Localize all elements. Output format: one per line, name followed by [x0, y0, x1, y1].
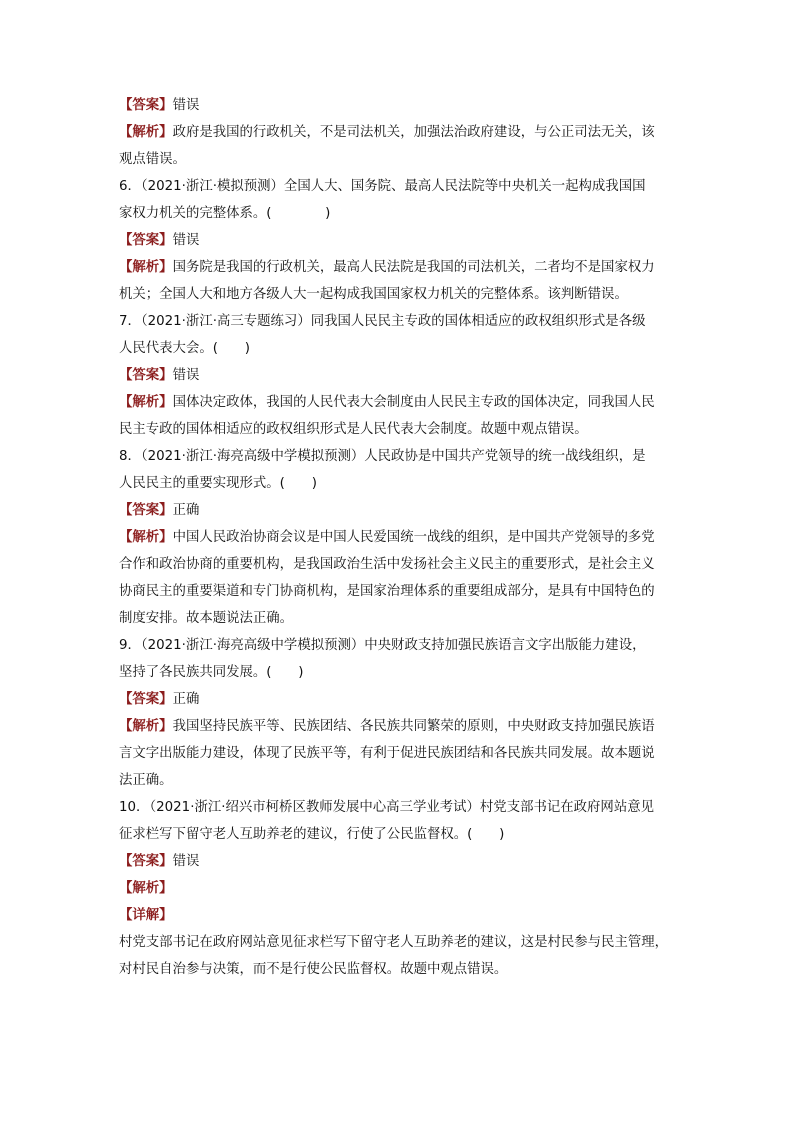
analysis-line: 合作和政治协商的重要机构，是我国政治生活中发扬社会主义民主的重要形式，是社会主义 [119, 557, 655, 572]
analysis-label: 【解析】 [119, 260, 173, 275]
answer-label: 【答案】 [119, 692, 173, 707]
question-8-cont: 人民民主的重要实现形式。( ) [119, 476, 317, 491]
analysis-text: 国务院是我国的行政机关，最高人民法院是我国的司法机关，二者均不是国家权力 [172, 260, 655, 275]
analysis-line [119, 254, 679, 281]
analysis-text: 国体决定政体，我国的人民代表大会制度由人民民主专政的国体决定，同我国人民 [172, 395, 655, 410]
answer-label: 【答案】 [119, 233, 173, 248]
answer-line [119, 848, 679, 875]
analysis-text: 政府是我国的行政机关，不是司法机关，加强法治政府建设，与公正司法无关，该 [172, 125, 655, 140]
analysis-line: 协商民主的重要渠道和专门协商机构，是国家治理体系的重要组成部分，是具有中国特色的 [119, 584, 655, 599]
answer-line [119, 92, 679, 119]
analysis-line [119, 119, 679, 146]
answer-label: 【答案】 [119, 854, 173, 869]
question-10: 10．（2021·浙江·绍兴市柯桥区教师发展中心高三学业考试）村党支部书记在政府网站意见 [119, 800, 654, 815]
detail-line [119, 902, 679, 929]
question-7: 7．（2021·浙江·高三专题练习）同我国人民民主专政的国体相适应的政权组织形式是各级 [119, 314, 646, 329]
question-7-cont: 人民代表大会。( ) [119, 341, 250, 356]
question-6-cont: 家权力机关的完整体系。( ) [119, 206, 331, 221]
answer-label: 【答案】 [119, 368, 173, 383]
detail-text: 村党支部书记在政府网站意见征求栏写下留守老人互助养老的建议，这是村民参与民主管理， [119, 935, 669, 950]
answer-value: 正确 [172, 692, 200, 707]
answer-line [119, 497, 679, 524]
answer-line [119, 227, 679, 254]
analysis-line: 机关；全国人大和地方各级人大一起构成我国国家权力机关的完整体系。该判断错误。 [119, 287, 628, 302]
answer-value: 错误 [172, 854, 200, 869]
analysis-text: 中国人民政治协商会议是中国人民爱国统一战线的组织，是中国共产党领导的多党 [172, 530, 655, 545]
question-9-cont: 坚持了各民族共同发展。( ) [119, 665, 304, 680]
question-6: 6．（2021·浙江·模拟预测）全国人大、国务院、最高人民法院等中央机关一起构成我国国 [119, 179, 646, 194]
answer-value: 错误 [172, 98, 200, 113]
analysis-line [119, 875, 679, 902]
analysis-line [119, 713, 679, 740]
analysis-line [119, 389, 679, 416]
analysis-line: 言文字出版能力建设，体现了民族平等，有利于促进民族团结和各民族共同发展。故本题说 [119, 746, 655, 761]
answer-line [119, 362, 679, 389]
answer-label: 【答案】 [119, 98, 173, 113]
analysis-line: 民主专政的国体相适应的政权组织形式是人民代表大会制度。故题中观点错误。 [119, 422, 588, 437]
analysis-line [119, 524, 679, 551]
analysis-text: 我国坚持民族平等、民族团结、各民族共同繁荣的原则，中央财政支持加强民族语 [172, 719, 655, 734]
answer-line [119, 686, 679, 713]
analysis-label: 【解析】 [119, 395, 173, 410]
detail-text: 对村民自治参与决策，而不是行使公民监督权。故题中观点错误。 [119, 962, 508, 977]
answer-value: 正确 [172, 503, 200, 518]
answer-value: 错误 [172, 368, 200, 383]
analysis-line: 制度安排。故本题说法正确。 [119, 611, 294, 626]
question-10-cont: 征求栏写下留守老人互助养老的建议，行使了公民监督权。( ) [119, 827, 505, 842]
answer-value: 错误 [172, 233, 200, 248]
analysis-line: 观点错误。 [119, 152, 186, 167]
answer-label: 【答案】 [119, 503, 173, 518]
question-8: 8．（2021·浙江·海亮高级中学模拟预测）人民政协是中国共产党领导的统一战线组织，是 [119, 449, 646, 464]
detail-label: 【详解】 [119, 908, 173, 923]
analysis-label: 【解析】 [119, 530, 173, 545]
analysis-label: 【解析】 [119, 881, 173, 896]
analysis-label: 【解析】 [119, 125, 173, 140]
document-page [119, 92, 679, 983]
analysis-line: 法正确。 [119, 773, 173, 788]
analysis-label: 【解析】 [119, 719, 173, 734]
question-9: 9．（2021·浙江·海亮高级中学模拟预测）中央财政支持加强民族语言文字出版能力建设， [119, 638, 646, 653]
